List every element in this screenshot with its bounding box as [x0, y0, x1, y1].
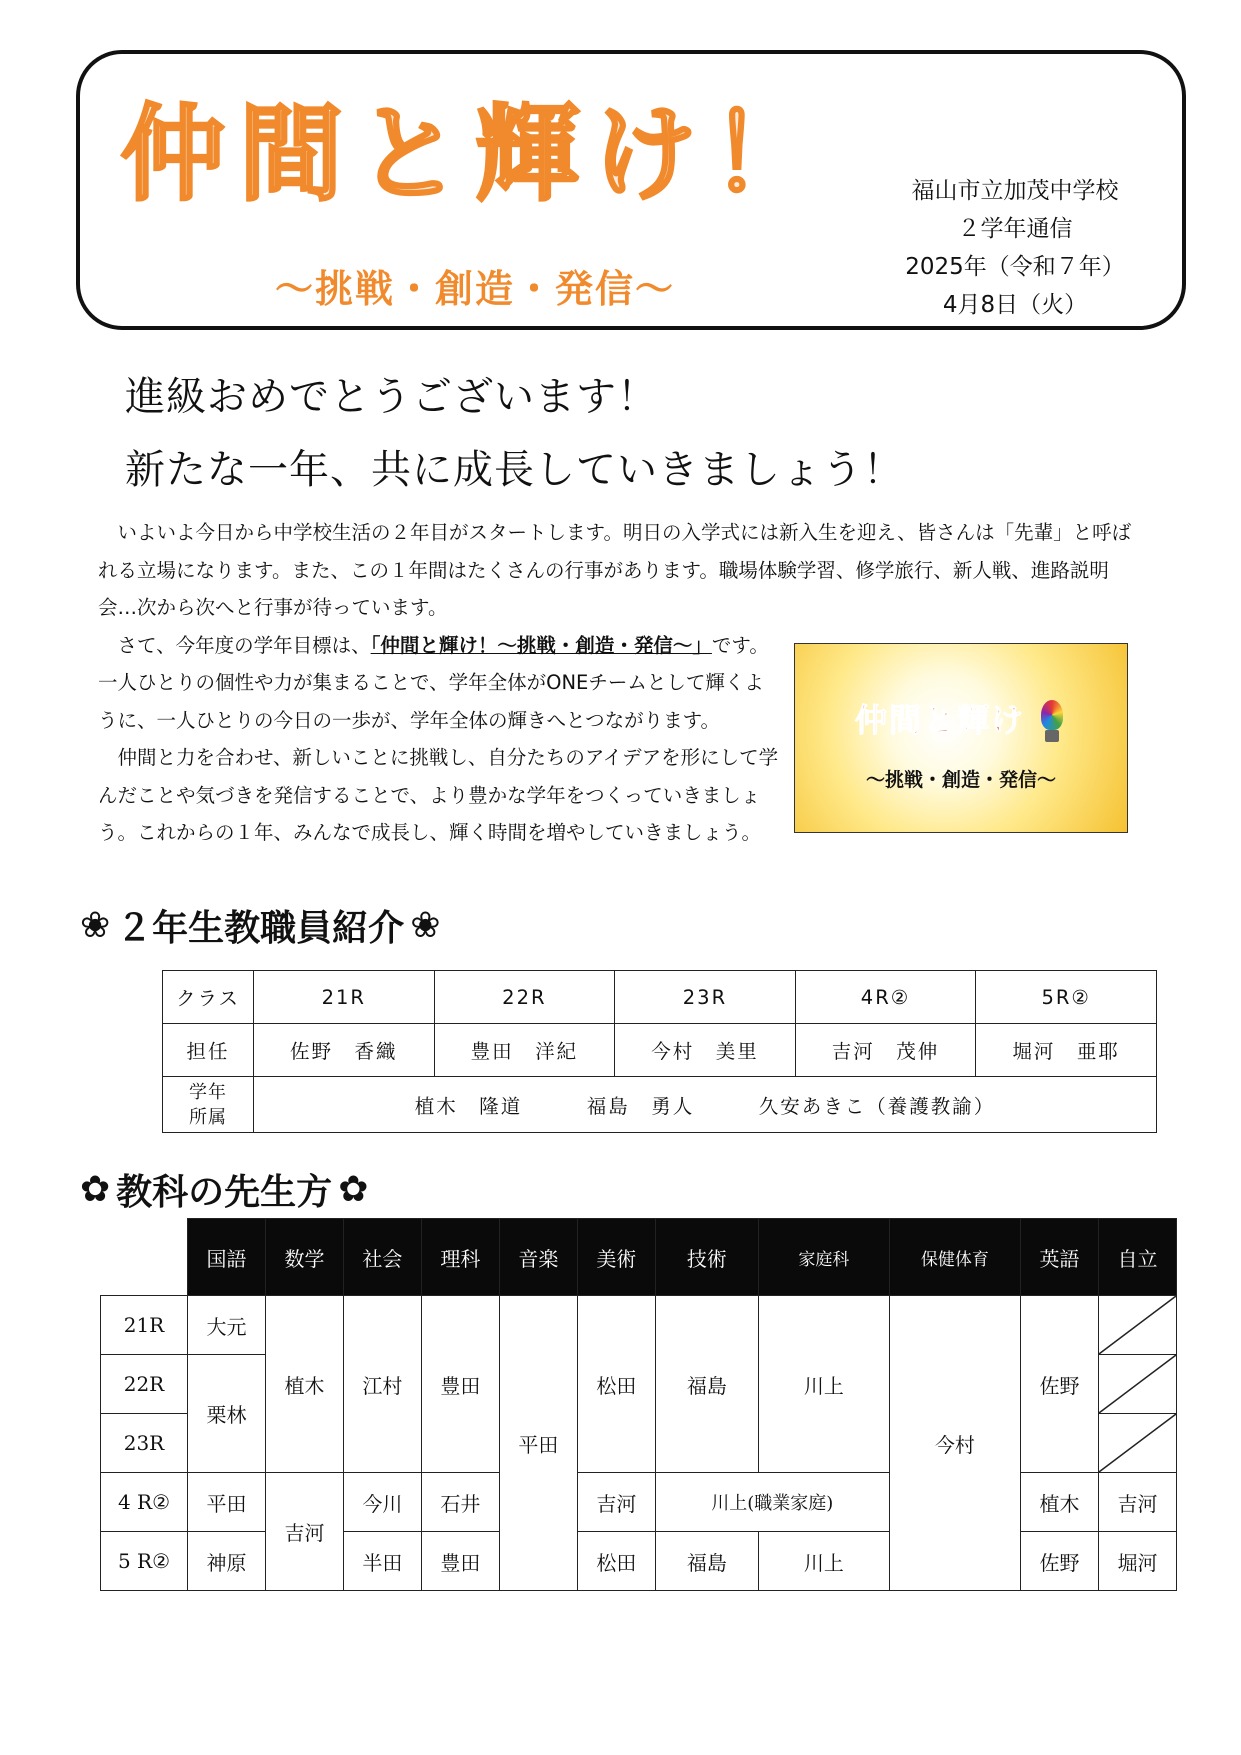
teacher-cell: 川上	[758, 1532, 889, 1591]
homeroom-teacher: 吉河 茂伸	[795, 1024, 976, 1077]
teacher-cell: 平田	[499, 1296, 577, 1591]
class-name: 4R②	[795, 971, 976, 1024]
class-name: 5R②	[976, 971, 1157, 1024]
homeroom-teacher: 堀河 亜耶	[976, 1024, 1157, 1077]
subject-header: 国語	[188, 1219, 266, 1296]
subject-header: 理科	[421, 1219, 499, 1296]
teacher-cell: 今川	[343, 1473, 421, 1532]
class-name: 22R	[434, 971, 615, 1024]
homeroom-teacher: 豊田 洋紀	[434, 1024, 615, 1077]
subject-table	[100, 1218, 1177, 1591]
class-name: 23R	[615, 971, 796, 1024]
table-row	[101, 1296, 1177, 1355]
table-row	[163, 1024, 1157, 1077]
corner-cell	[101, 1219, 188, 1296]
row-header: 4 R②	[101, 1473, 188, 1532]
homeroom-label: 担任	[163, 1024, 254, 1077]
flower-icon: ❀	[410, 905, 441, 946]
teacher-cell: 大元	[188, 1296, 266, 1355]
paragraph-1: いよいよ今日から中学校生活の２年目がスタートします。明日の入学式には新入生を迎え、皆さんは「先輩」と呼ばれる立場になります。また、この１年間はたくさんの行事があります。職場体験学習、修学旅行、新人戦、進路説明会…次から次へと行事が待っています。	[98, 521, 1132, 619]
subject-heading-text: 教科の先生方	[116, 1172, 333, 1213]
staff-heading	[80, 900, 440, 951]
headline-1: 進級おめでとうございます！	[125, 374, 658, 420]
subject-header: 社会	[343, 1219, 421, 1296]
teacher-cell: 石井	[421, 1473, 499, 1532]
teacher-cell: 平田	[188, 1473, 266, 1532]
subject-header: 音楽	[499, 1219, 577, 1296]
table-header-row	[101, 1219, 1177, 1296]
teacher-cell: 栗林	[188, 1355, 266, 1473]
paragraph-2-rest: です。一人ひとりの個性や力が集まることで、学年全体がONEチームとして輝くように、一人ひとりの今日の一歩が、学年全体の輝きへとつながります。	[98, 633, 769, 732]
teacher-cell: 福島	[655, 1532, 758, 1591]
banner-title: 仲間と輝け	[855, 700, 1026, 739]
empty-cell-slash	[1098, 1296, 1176, 1355]
newsletter-subtitle: ～挑戦・創造・発信～	[274, 267, 675, 311]
intro-text	[98, 514, 1138, 852]
teacher-cell: 佐野	[1021, 1532, 1099, 1591]
tulip-icon: ✿	[338, 1169, 369, 1210]
school-info	[880, 172, 1150, 324]
teacher-cell: 植木	[265, 1296, 343, 1473]
teacher-cell: 吉河	[1098, 1473, 1176, 1532]
homeroom-teacher: 佐野 香織	[254, 1024, 435, 1077]
subject-header: 自立	[1098, 1219, 1176, 1296]
teacher-cell: 堀河	[1098, 1532, 1176, 1591]
teacher-cell: 佐野	[1021, 1296, 1099, 1473]
tulip-icon: ✿	[80, 1169, 111, 1210]
paragraph-3: 仲間と力を合わせ、新しいことに挑戦し、自分たちのアイデアを形にして学んだことや気づきを発信することで、より豊かな学年をつくっていきましょう。これからの１年、みんなで成長し、輝く時間を増やしていきましょう。	[98, 746, 779, 844]
teacher-cell: 今村	[889, 1296, 1020, 1591]
lightbulb-icon	[1041, 700, 1063, 730]
newsletter-title: 仲間と輝け！	[120, 93, 829, 215]
row-header: 22R	[101, 1355, 188, 1414]
teacher-cell: 植木	[1021, 1473, 1099, 1532]
row-header: 5 R②	[101, 1532, 188, 1591]
teacher-cell: 川上(職業家庭)	[655, 1473, 889, 1532]
affiliation-label-line1: 学年	[189, 1081, 227, 1103]
grade-goal: 「仲間と輝け！～挑戦・創造・発信～」	[370, 633, 712, 657]
teacher-cell: 福島	[655, 1296, 758, 1473]
newsletter-name: ２学年通信	[957, 216, 1073, 242]
homeroom-teacher: 今村 美里	[615, 1024, 796, 1077]
affiliated-staff: 植木 隆道 福島 勇人 久安あきこ（養護教諭）	[254, 1077, 1157, 1133]
subject-heading	[80, 1164, 368, 1215]
headline-2: 新たな一年、共に成長していきましょう！	[125, 447, 904, 493]
goal-banner	[794, 643, 1128, 833]
row-header: 23R	[101, 1414, 188, 1473]
teacher-cell: 松田	[577, 1296, 655, 1473]
row-header: 21R	[101, 1296, 188, 1355]
subject-header: 英語	[1021, 1219, 1099, 1296]
teacher-cell: 豊田	[421, 1296, 499, 1473]
subject-header: 技術	[655, 1219, 758, 1296]
class-label: クラス	[163, 971, 254, 1024]
staff-table	[162, 970, 1157, 1133]
teacher-cell: 神原	[188, 1532, 266, 1591]
subject-header: 保健体育	[889, 1219, 1020, 1296]
empty-cell-slash	[1098, 1355, 1176, 1414]
staff-heading-text: ２年生教職員紹介	[116, 908, 405, 949]
table-row	[163, 1077, 1157, 1133]
lightbulb-base-icon	[1045, 730, 1059, 742]
subject-header: 美術	[577, 1219, 655, 1296]
teacher-cell: 吉河	[577, 1473, 655, 1532]
class-name: 21R	[254, 971, 435, 1024]
teacher-cell: 松田	[577, 1532, 655, 1591]
table-row	[163, 971, 1157, 1024]
affiliation-label	[163, 1077, 254, 1133]
banner-subtitle: ～挑戦・創造・発信～	[865, 768, 1056, 791]
flower-icon: ❀	[80, 905, 111, 946]
teacher-cell: 吉河	[265, 1473, 343, 1591]
subject-header: 家庭科	[758, 1219, 889, 1296]
issue-year: 2025年（令和７年）	[905, 254, 1125, 280]
teacher-cell: 半田	[343, 1532, 421, 1591]
teacher-cell: 川上	[758, 1296, 889, 1473]
affiliation-label-line2: 所属	[189, 1106, 227, 1128]
subject-header: 数学	[265, 1219, 343, 1296]
paragraph-2-lead: さて、今年度の学年目標は、	[117, 633, 371, 657]
school-name: 福山市立加茂中学校	[911, 178, 1119, 204]
empty-cell-slash	[1098, 1414, 1176, 1473]
teacher-cell: 豊田	[421, 1532, 499, 1591]
teacher-cell: 江村	[343, 1296, 421, 1473]
issue-date: 4月8日（火）	[942, 292, 1088, 318]
